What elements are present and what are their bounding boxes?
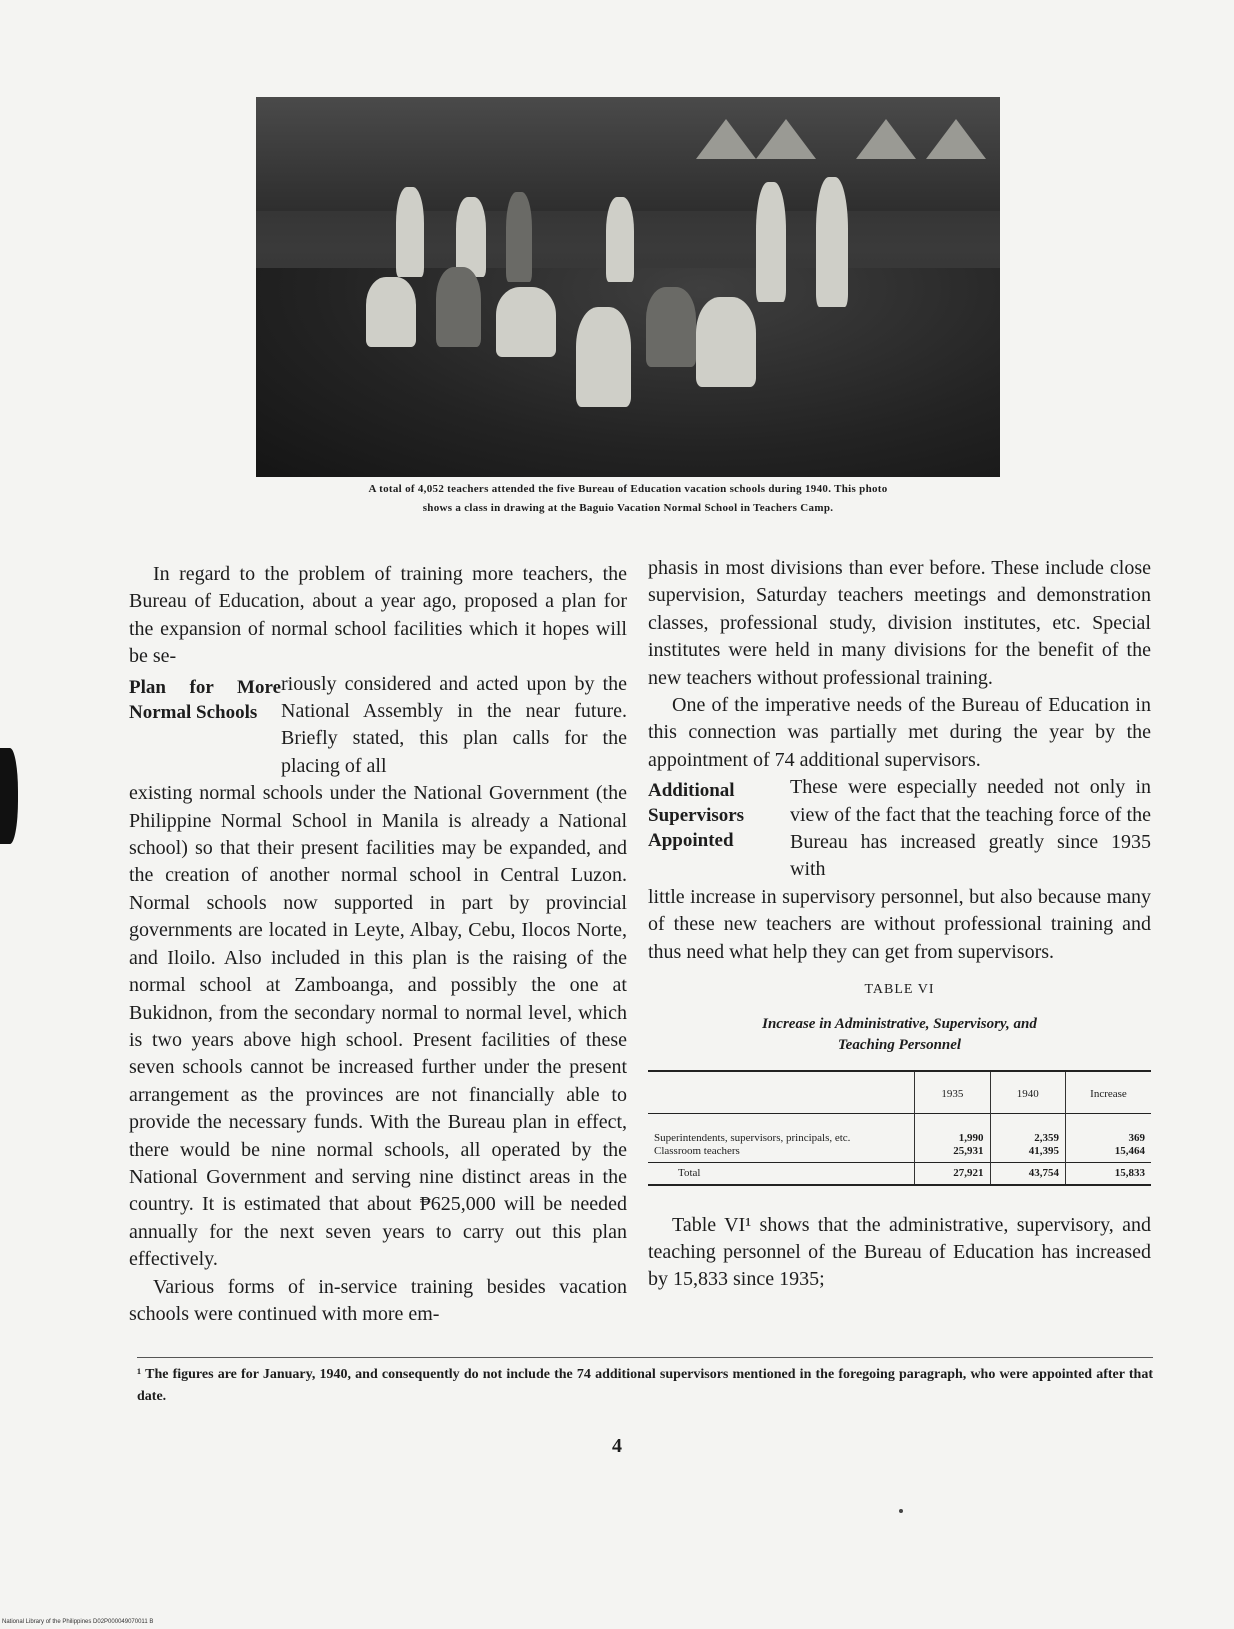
photo-tent	[756, 119, 816, 159]
photo-person	[396, 187, 424, 277]
photo-caption-line: A total of 4,052 teachers attended the five Bureau of Education vacation schools during 1940. This photo	[368, 483, 888, 495]
body-paragraph: One of the imperative needs of the Bureau of Education in this connection was partially met during the year by the appointment of 74 additional supervisors.	[648, 694, 1151, 771]
photo-tent	[696, 119, 756, 159]
side-heading-block	[129, 671, 627, 781]
photo-person	[816, 177, 848, 307]
total-value: 43,754	[990, 1162, 1065, 1185]
body-paragraph: existing normal schools under the National Government (the Philippine Normal School in Manila is already a National school) so that their present facilities may be expanded, and the creation of another normal school in Central Luzon. Normal schools now supported in part by provincial governments are located in Leyte, Albay, Cebu, Ilocos Norte, and Iloilo. Also included in this plan is the raising of the normal school at Zamboanga, and possibly the one at Bukidnon, from the secondary normal to normal level, which is two years above high school. Present facilities of these seven schools cannot be increased further under the present arrangement as the provinces are not financially able to provide the necessary funds. With the Bureau plan in effect, there would be nine normal schools, all operated by the National Government and serving nine distinct areas in the country. It is estimated that about ₱625,000 will be needed annually for the next seven years to carry out this plan effectively.	[129, 782, 627, 1271]
cell-value: 25,931	[953, 1144, 984, 1157]
photo-caption	[256, 480, 1000, 518]
body-paragraph: These were especially needed not only in view of the fact that the teaching force of the Bureau has increased greatly since 1935 with	[790, 776, 1151, 881]
photo-person	[756, 182, 786, 302]
cell-value: 1,990	[958, 1131, 984, 1144]
body-paragraph: In regard to the problem of training more teachers, the Bureau of Education, about a year ago, proposed a plan for the expansion of normal school facilities which it hopes will be se-	[129, 563, 627, 668]
body-paragraph: Table VI¹ shows that the administrative, supervisory, and teaching personnel of the Bureau of Education has increased by 15,833 since 1935;	[648, 1213, 1151, 1291]
table-title-line: Increase in Administrative, Supervisory, and	[762, 1015, 1037, 1032]
cell-value: 369	[1128, 1131, 1145, 1144]
table-row	[648, 1113, 1151, 1162]
footnote-rule	[137, 1357, 1153, 1358]
row-label: Superintendents, supervisors, principals, etc.	[654, 1131, 851, 1144]
table-cell	[1065, 1113, 1151, 1162]
photo-person	[576, 307, 631, 407]
table-cell	[648, 1113, 915, 1162]
table-header: 1935	[915, 1071, 990, 1114]
photo-person	[646, 287, 696, 367]
scan-speck	[899, 1509, 903, 1513]
table-label: TABLE VI	[864, 982, 935, 998]
photo-person	[456, 197, 486, 277]
photo-person	[696, 297, 756, 387]
table-cell	[915, 1113, 990, 1162]
photo-caption-line: shows a class in drawing at the Baguio Vacation Normal School in Teachers Camp.	[422, 502, 834, 514]
cell-value: 2,359	[1034, 1131, 1059, 1144]
table-header	[648, 1071, 915, 1114]
table-header: 1940	[990, 1071, 1065, 1114]
photo-person	[496, 287, 556, 357]
page-number: 4	[612, 1435, 622, 1457]
table-header: Increase	[1065, 1071, 1151, 1114]
side-heading: Plan for More Normal Schools	[129, 676, 281, 723]
table-title	[648, 1014, 1151, 1056]
photo-person	[606, 197, 634, 282]
row-label: Classroom teachers	[654, 1144, 740, 1157]
scan-edge-mark	[0, 748, 18, 844]
cell-value: 15,464	[1114, 1144, 1145, 1157]
photo-person	[366, 277, 416, 347]
right-column	[648, 555, 1151, 1294]
body-paragraph: little increase in supervisory personnel, but also because many of these new teachers are without professional training and thus need what help they can get from supervisors.	[648, 885, 1151, 963]
body-paragraph: Various forms of in-service training besides vacation schools were continued with more em-	[129, 1275, 627, 1325]
side-heading: Additional Supervisors Appointed	[648, 780, 745, 852]
photo-person	[436, 267, 481, 347]
photo-tent	[856, 119, 916, 159]
table-total-row	[648, 1162, 1151, 1185]
class-photo	[256, 97, 1000, 477]
photo-person	[506, 192, 532, 282]
total-value: 27,921	[915, 1162, 990, 1185]
personnel-table	[648, 1070, 1151, 1186]
footnote: ¹ The figures are for January, 1940, and consequently do not include the 74 additional supervisors mentioned in the foregoing paragraph, who were appointed after that date.	[137, 1367, 1153, 1404]
table-cell	[990, 1113, 1065, 1162]
archive-label: National Library of the Philippines D02P000049070011 B	[2, 1619, 154, 1625]
left-column	[129, 561, 627, 1328]
side-heading-block	[648, 774, 1151, 884]
body-paragraph: phasis in most divisions than ever before. These include close supervision, Saturday teachers meetings and demonstration classes, professional study, division institutes, etc. Special institutes were held in many divisions for the benefit of the new teachers without professional training.	[648, 557, 1151, 689]
cell-value: 41,395	[1028, 1144, 1059, 1157]
table-header-row	[648, 1071, 1151, 1114]
table-title-line: Teaching Personnel	[837, 1036, 962, 1053]
total-label: Total	[678, 1166, 701, 1179]
photo-tent	[926, 119, 986, 159]
body-paragraph: riously considered and acted upon by the National Assembly in the near future. Briefly stated, this plan calls for the placing of all	[281, 672, 627, 777]
total-value: 15,833	[1065, 1162, 1151, 1185]
